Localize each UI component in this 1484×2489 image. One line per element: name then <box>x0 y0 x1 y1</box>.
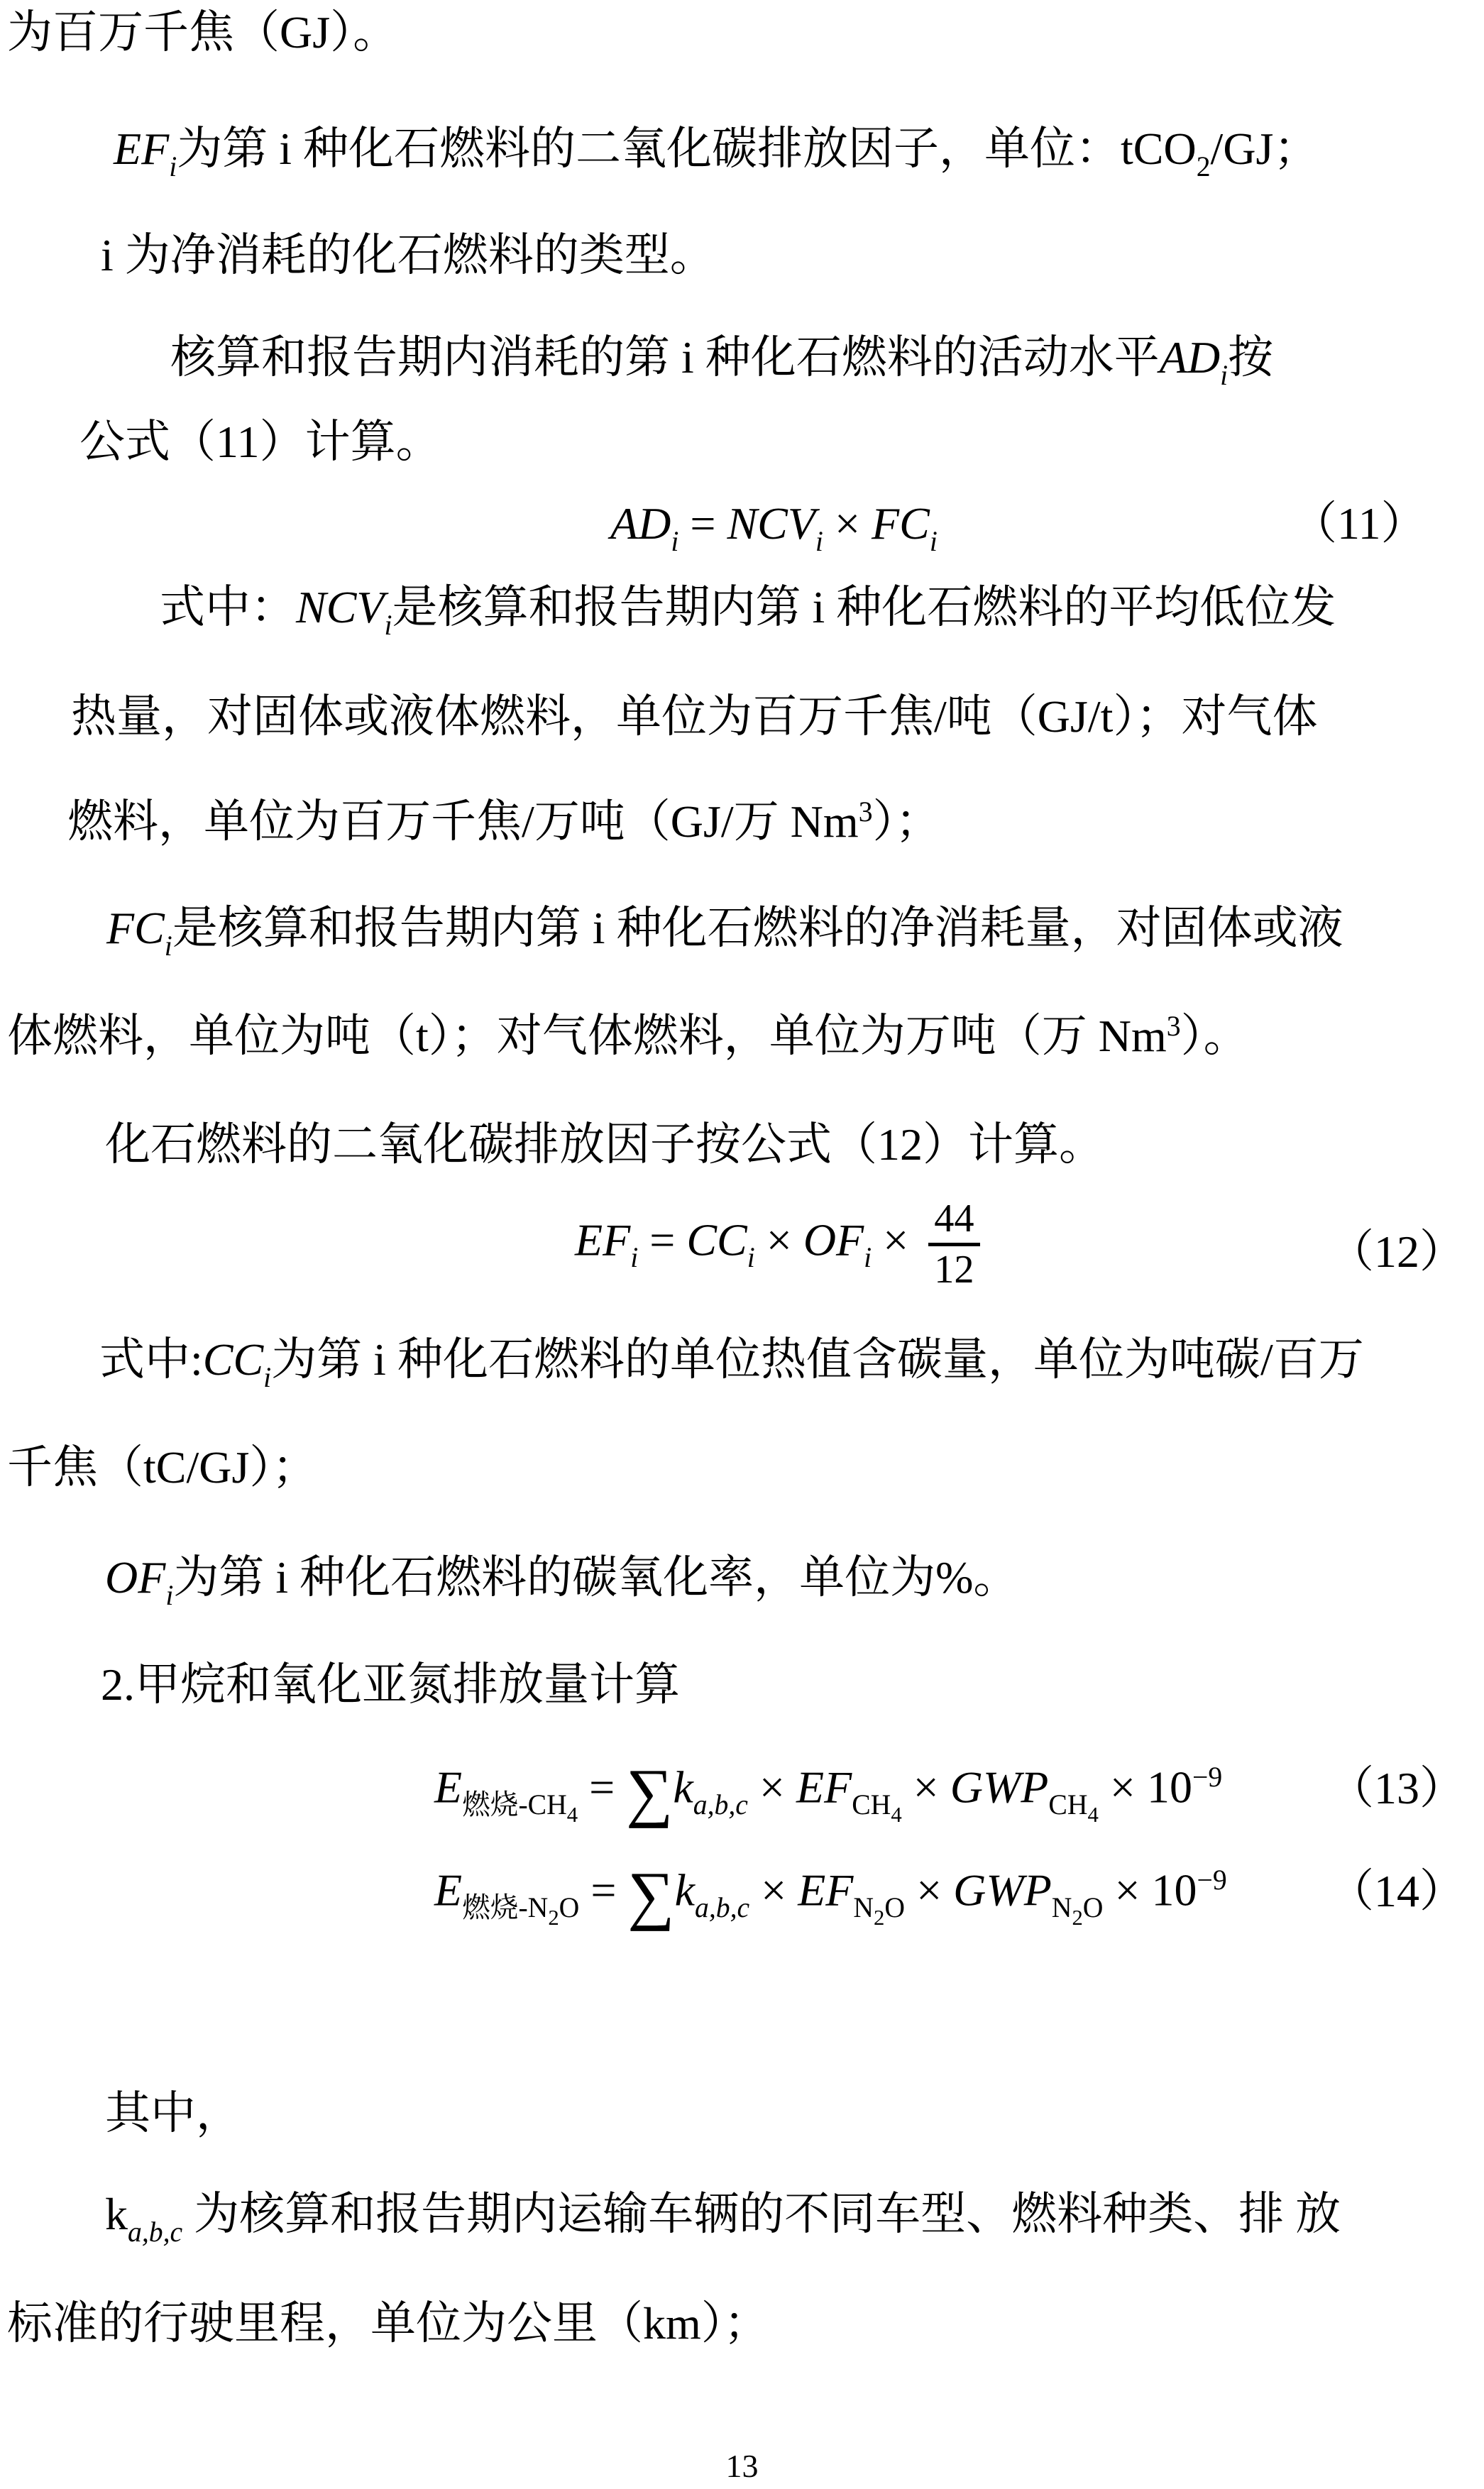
math-variable: EF <box>575 1214 631 1265</box>
math-subscript: i <box>671 525 679 557</box>
formula-expression <box>434 1753 1222 1832</box>
equals-sign: = <box>638 1214 687 1265</box>
math-subscript: i <box>747 1241 755 1273</box>
paragraph-line <box>105 1551 1019 1611</box>
math-subscript: CH <box>1048 1789 1088 1820</box>
paragraph-line <box>105 1118 1104 1172</box>
paragraph-line <box>105 2187 1341 2248</box>
math-variable: k <box>673 1762 693 1813</box>
math-subscript: N <box>1051 1891 1072 1923</box>
math-subscript: 燃烧-CH <box>462 1789 567 1820</box>
math-subscript: O <box>1082 1891 1104 1923</box>
math-subsubscript: 2 <box>548 1905 559 1930</box>
equals-sign: = <box>579 1864 628 1916</box>
page-number: 13 <box>725 2448 759 2484</box>
fraction-denominator: 12 <box>934 1248 974 1292</box>
times-ten: × 10 <box>1098 1762 1192 1813</box>
math-subscript: O <box>884 1891 906 1923</box>
math-variable: E <box>434 1864 463 1916</box>
math-superscript: 3 <box>1166 1011 1181 1043</box>
times-sign: × <box>823 498 872 549</box>
paragraph-line <box>7 6 398 60</box>
math-variable: EF <box>796 1762 852 1813</box>
formula-line-14 <box>0 1856 1484 1935</box>
text-run: ）。 <box>1180 1011 1249 1061</box>
math-variable: EF <box>798 1864 854 1916</box>
text-run: 是核算和报告期内第 i 种化石燃料的净消耗量，对固体或液 <box>172 903 1343 953</box>
math-variable: E <box>434 1762 463 1813</box>
text-run: 标准的行驶里程，单位为公里（km）； <box>7 2298 769 2348</box>
math-variable: CC <box>202 1334 264 1385</box>
fraction-numerator: 44 <box>928 1198 979 1246</box>
equation-number: （11） <box>1292 498 1427 549</box>
math-variable: OF <box>803 1214 864 1265</box>
math-variable: NCV <box>296 582 385 632</box>
math-superscript: −9 <box>1197 1864 1227 1896</box>
text-run: 式中: <box>99 1334 203 1385</box>
formula-line-13 <box>0 1753 1484 1832</box>
text-run: 公式（11）计算。 <box>79 417 441 467</box>
paragraph-line <box>106 901 1343 962</box>
math-superscript: 3 <box>858 796 873 828</box>
paragraph-line <box>105 2087 241 2141</box>
text-run: 其中， <box>105 2088 241 2138</box>
text-run: 为核算和报告期内运输车辆的不同车型、燃料种类、排 放 <box>182 2189 1341 2239</box>
math-variable: FC <box>872 498 930 549</box>
math-subscript: N <box>853 1891 874 1923</box>
fraction <box>928 1198 979 1291</box>
math-subscript: i <box>1220 359 1229 391</box>
math-subsubscript: 4 <box>566 1802 578 1827</box>
paragraph-line <box>114 122 1319 182</box>
equation-number: （12） <box>1329 1226 1465 1277</box>
math-superscript: −9 <box>1192 1762 1223 1793</box>
math-variable: AD <box>1159 332 1221 383</box>
paragraph-line <box>67 795 941 850</box>
math-variable: GWP <box>953 1864 1052 1916</box>
formula-expression <box>434 1856 1227 1935</box>
math-subsubscript: 2 <box>1072 1905 1083 1930</box>
formula-line-11 <box>0 497 1484 557</box>
text-run: 按 <box>1228 332 1274 383</box>
times-sign: × <box>872 1214 920 1265</box>
times-sign: × <box>901 1762 950 1813</box>
math-subscript: i <box>929 525 938 557</box>
equation-number: （13） <box>1329 1763 1465 1813</box>
formula-expression <box>575 1198 989 1291</box>
math-variable: EF <box>114 123 170 174</box>
math-subsubscript: 2 <box>874 1905 885 1930</box>
math-subsubscript: 4 <box>1087 1802 1099 1827</box>
times-sign: × <box>747 1762 796 1813</box>
math-subsubscript: 4 <box>891 1802 902 1827</box>
text-run: 为百万千焦（GJ）。 <box>7 7 399 57</box>
text-run: /GJ； <box>1210 123 1319 174</box>
paragraph-line <box>170 331 1274 391</box>
paragraph-line <box>101 229 715 283</box>
paragraph-line <box>7 1009 1249 1064</box>
math-variable: CC <box>686 1214 747 1265</box>
times-sign: × <box>905 1864 954 1916</box>
sigma-sum-symbol: ∑ <box>627 1859 675 1932</box>
math-subscript: 燃烧-N <box>462 1891 549 1923</box>
times-sign: × <box>754 1214 803 1265</box>
paragraph-line <box>71 690 1317 744</box>
text-run: 为第 i 种化石燃料的二氧化碳排放因子，单位：tCO <box>177 123 1197 174</box>
math-subscript: O <box>559 1891 580 1923</box>
equals-sign: = <box>578 1762 627 1813</box>
paragraph-line <box>7 1441 317 1495</box>
math-subscript: a,b,c <box>694 1891 750 1923</box>
text-run: i 为净消耗的化石燃料的类型。 <box>101 230 715 280</box>
math-subscript: CH <box>852 1789 891 1820</box>
math-subscript: i <box>164 930 172 962</box>
math-variable: k <box>105 2189 128 2239</box>
math-subscript: i <box>165 1579 174 1611</box>
math-subscript: i <box>263 1361 272 1393</box>
times-sign: × <box>749 1864 798 1916</box>
math-subscript: i <box>815 525 823 557</box>
math-subscript: i <box>169 150 177 182</box>
formula-expression <box>610 497 938 557</box>
times-ten: × 10 <box>1103 1864 1197 1916</box>
math-subscript: i <box>630 1241 639 1273</box>
text-run: 为第 i 种化石燃料的碳氧化率，单位为%。 <box>173 1552 1019 1603</box>
text-run: 式中： <box>160 582 296 632</box>
text-run: 体燃料，单位为吨（t）；对气体燃料，单位为万吨（万 Nm <box>7 1011 1167 1061</box>
formula-line-12 <box>0 1198 1484 1291</box>
section-heading <box>101 1658 680 1713</box>
math-variable: OF <box>105 1552 166 1603</box>
math-subscript: a,b,c <box>128 2216 183 2248</box>
sigma-sum-symbol: ∑ <box>626 1756 674 1829</box>
math-variable: GWP <box>950 1762 1049 1813</box>
paragraph-line <box>99 1333 1364 1393</box>
text-run: 核算和报告期内消耗的第 i 种化石燃料的活动水平 <box>170 332 1160 383</box>
math-variable: NCV <box>727 498 815 549</box>
math-variable: AD <box>610 498 671 549</box>
text-run: ）； <box>872 796 941 847</box>
math-subscript: i <box>864 1241 872 1273</box>
math-variable: k <box>674 1864 695 1916</box>
math-variable: FC <box>106 903 165 953</box>
text-run: 为第 i 种化石燃料的单位热值含碳量，单位为吨碳/百万 <box>271 1334 1364 1385</box>
math-subscript: a,b,c <box>693 1789 748 1820</box>
text-run: 燃料，单位为百万千焦/万吨（GJ/万 Nm <box>67 796 859 847</box>
equals-sign: = <box>678 498 727 549</box>
math-subscript: i <box>384 609 392 641</box>
paragraph-line <box>7 2297 769 2351</box>
paragraph-line <box>79 415 441 470</box>
math-subscript: 2 <box>1196 150 1211 182</box>
text-run: 千焦（tC/GJ）； <box>7 1442 318 1493</box>
text-run: 热量，对固体或液体燃料，单位为百万千焦/吨（GJ/t）；对气体 <box>71 691 1318 742</box>
text-run: 是核算和报告期内第 i 种化石燃料的平均低位发 <box>392 582 1336 632</box>
equation-number: （14） <box>1329 1866 1465 1916</box>
text-run: 2.甲烷和氧化亚氮排放量计算 <box>101 1659 680 1710</box>
paragraph-line <box>160 581 1336 641</box>
text-run: 化石燃料的二氧化碳排放因子按公式（12）计算。 <box>105 1119 1104 1170</box>
